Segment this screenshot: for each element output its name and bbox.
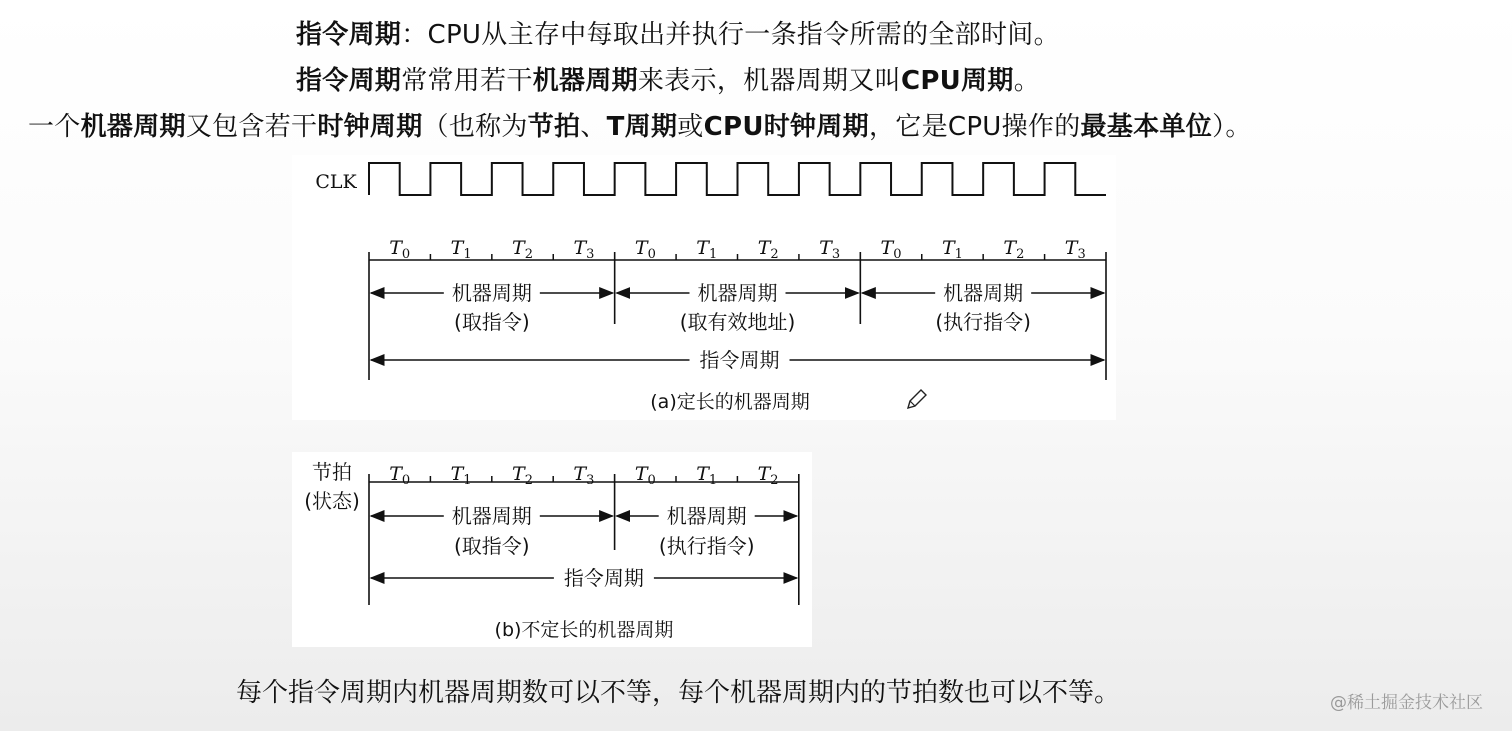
l3-segment-9: CPU时钟周期 [703, 112, 869, 142]
l2-segment-1: 常常用若干 [401, 66, 533, 96]
tick-label-8: $T_0$ [880, 237, 902, 262]
l3-segment-7: T周期 [606, 112, 678, 142]
l3-segment-11: 最基本单位 [1080, 112, 1213, 142]
tick-label-b-0: $T_0$ [389, 463, 411, 488]
state-label: (状态) [304, 489, 360, 513]
tick-label-b-5: $T_1$ [696, 463, 718, 488]
l3-segment-2: 又包含若干 [185, 112, 318, 142]
tick-label-1: $T_1$ [450, 237, 472, 262]
tick-label-b-2: $T_2$ [512, 463, 533, 488]
tick-label-7: $T_3$ [819, 237, 841, 262]
machine-cycle-title: 机器周期 [697, 281, 778, 305]
tick-label-9: $T_1$ [941, 237, 963, 262]
instruction-cycle-b-label: 指令周期 [563, 566, 644, 590]
l3-segment-5: 节拍 [527, 112, 581, 142]
l3-segment-12: ）。 [1212, 112, 1252, 142]
tick-label-b-4: $T_0$ [634, 463, 656, 488]
tick-label-b-1: $T_1$ [450, 463, 472, 488]
l1-segment-1: ：CPU从主存中每取出并执行一条指令所需的全部时间。 [401, 20, 1060, 50]
machine-cycle-b-sub: (取指令) [453, 534, 530, 558]
machine-cycle-sub: (执行指令) [935, 310, 1031, 334]
l2-segment-3: 来表示，机器周期又叫 [637, 66, 901, 96]
watermark: @稀土掘金技术社区 [1330, 693, 1483, 713]
l3-segment-4: （也称为 [422, 112, 528, 142]
l2-segment-4: CPU周期 [900, 66, 1014, 96]
machine-cycle-sub: (取指令) [454, 310, 530, 334]
machine-cycle-b-title: 机器周期 [666, 504, 747, 528]
machine-cycle-b-title: 机器周期 [451, 504, 532, 528]
l3-segment-6: 、 [580, 112, 607, 142]
caption-b: (b)不定长的机器周期 [494, 619, 674, 641]
l1-segment-0: 指令周期 [296, 20, 402, 50]
l3-segment-3: 时钟周期 [317, 112, 423, 142]
l2-segment-2: 机器周期 [532, 66, 638, 96]
tick-label-5: $T_1$ [696, 237, 718, 262]
tick-label-3: $T_3$ [573, 237, 595, 262]
tick-label-0: $T_0$ [389, 237, 411, 262]
caption-a: (a)定长的机器周期 [650, 391, 810, 413]
tick-label-b-6: $T_2$ [757, 463, 779, 488]
l2-segment-0: 指令周期 [296, 66, 402, 96]
l3-segment-10: ，它是CPU操作的 [868, 112, 1081, 142]
l2-segment-5: 。 [1013, 66, 1040, 96]
l3-segment-1: 机器周期 [80, 112, 186, 142]
tick-label-6: $T_2$ [757, 237, 779, 262]
instruction-cycle-label: 指令周期 [699, 348, 780, 372]
clk-label: CLK [315, 171, 357, 193]
machine-cycle-sub: (取有效地址) [679, 310, 796, 334]
machine-cycle-title: 机器周期 [943, 281, 1024, 305]
tick-label-b-3: $T_3$ [573, 463, 595, 488]
tick-label-10: $T_2$ [1003, 237, 1025, 262]
tick-label-2: $T_2$ [512, 237, 534, 262]
machine-cycle-b-sub: (执行指令) [658, 534, 755, 558]
tick-label-4: $T_0$ [634, 237, 656, 262]
l3-segment-0: 一个 [28, 112, 81, 142]
beat-label: 节拍 [312, 460, 352, 484]
machine-cycle-title: 机器周期 [451, 281, 532, 305]
tick-label-11: $T_3$ [1064, 237, 1086, 262]
l3-segment-8: 或 [677, 112, 704, 142]
summary-text: 每个指令周期内机器周期数可以不等，每个机器周期内的节拍数也可以不等。 [236, 678, 1121, 708]
